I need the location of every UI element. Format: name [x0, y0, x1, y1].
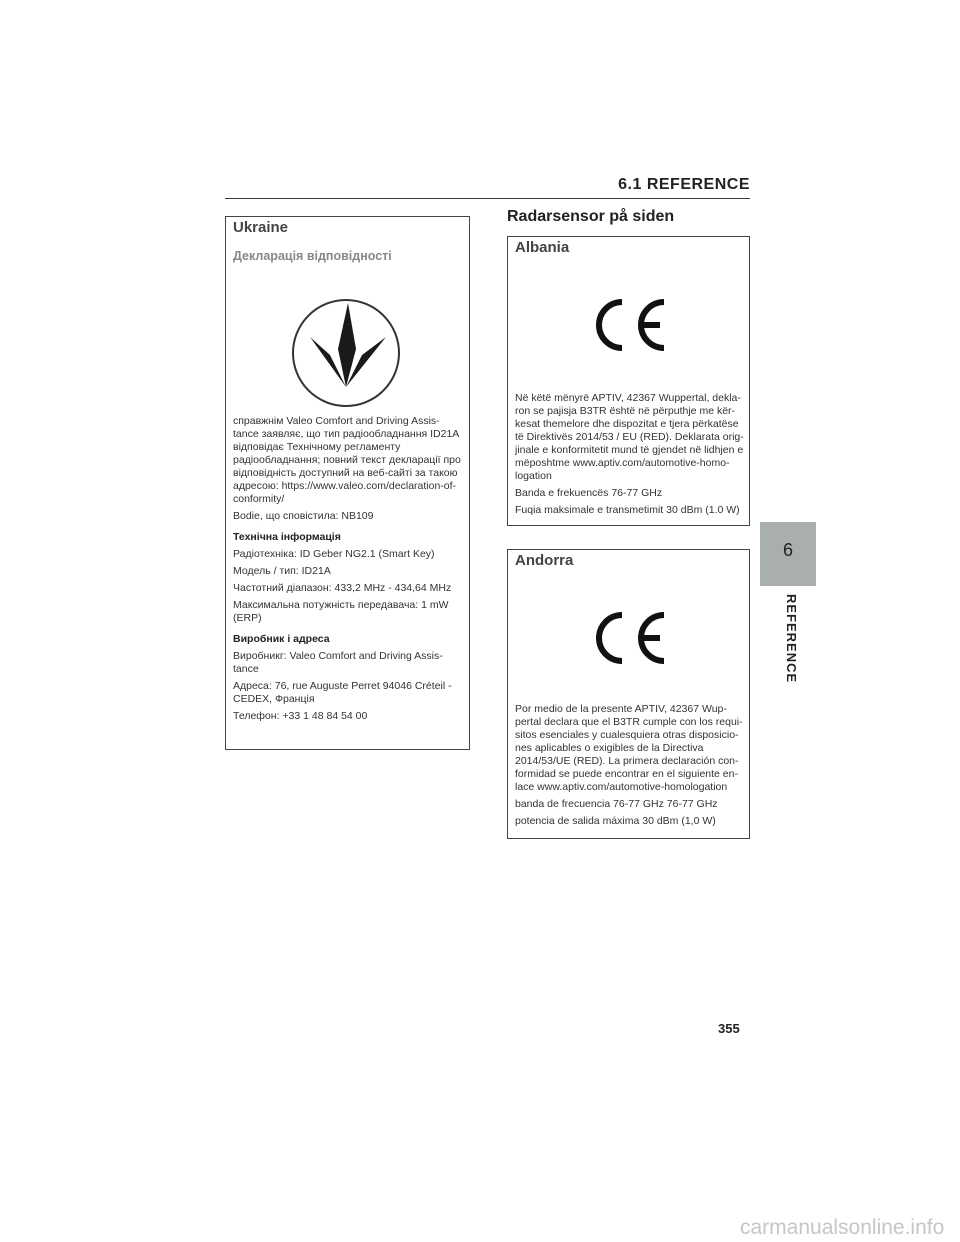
ce-mark-icon — [588, 610, 668, 666]
albania-title: Albania — [515, 239, 570, 256]
chapter-tab — [760, 522, 816, 586]
footer-watermark[interactable]: carmanualsonline.info — [740, 1216, 945, 1239]
page-number: 355 — [718, 1021, 740, 1036]
albania-declaration: Në këtë mënyrë APTIV, 42367 Wuppertal, dekla-ron se pajisja B3TR është në përputhje me kër-kesat themelore dhe dispozitat e tjera përkatëse të Direktivës 2014/53 / EU (RED). Deklarata orig-jinale e konformitetit mund të gjendet në lidhjen e mëposhtme www.aptiv.com/automotive-homo-logation — [515, 392, 744, 482]
ukraine-power: Максимальна потужність передавача: 1 mW (ERP) — [233, 599, 449, 624]
chapter-label: REFERENCE — [784, 594, 799, 684]
ukraine-box — [225, 216, 470, 750]
ukraine-radio: Радіотехніка: ID Geber NG2.1 (Smart Key) — [233, 548, 435, 560]
andorra-power: potencia de salida máxima 30 dBm (1,0 W) — [515, 815, 716, 827]
section-title: Radarsensor på siden — [507, 208, 675, 225]
ukraine-text — [233, 415, 465, 727]
header-title: 6.1 REFERENCE — [618, 176, 750, 193]
andorra-band: banda de frecuencia 76-77 GHz 76-77 GHz — [515, 798, 718, 810]
ukraine-model: Модель / тип: ID21A — [233, 565, 331, 577]
albania-band: Banda e frekuencës 76-77 GHz — [515, 487, 663, 499]
chapter-number: 6 — [782, 540, 793, 560]
ukraine-tech-heading: Технічна інформація — [233, 531, 341, 543]
ukraine-phone: Телефон: +33 1 48 84 54 00 — [233, 710, 368, 722]
albania-text — [515, 392, 745, 521]
ukraine-maker: Виробникг: Valeo Comfort and Driving Assis-tance — [233, 650, 443, 675]
page-header — [225, 176, 750, 199]
albania-power: Fuqia maksimale e transmetimit 30 dBm (1.0 W) — [515, 504, 740, 516]
ukraine-subtitle: Декларація відповідності — [233, 249, 392, 263]
ukraine-declaration: справжнім Valeo Comfort and Driving Assis-tance заявляє, що тип радіообладнання ID21A відповідає Технічному регламенту радіообладнання; повний текст декларації про відповідність доступний на веб-сайті за такою адресою: https://www.valeo.com/declaration-of-conformity/ — [233, 415, 461, 505]
ukraine-conformity-mark-icon — [290, 297, 402, 409]
ukraine-address: Адреса: 76, rue Auguste Perret 94046 Créteil - CEDEX, Франція — [233, 680, 452, 705]
ce-mark-icon — [588, 297, 668, 353]
andorra-text — [515, 703, 745, 832]
andorra-declaration: Por medio de la presente APTIV, 42367 Wup-pertal declara que el B3TR cumple con los requi-sitos esenciales y cualesquiera otras disposicio-nes aplicables o exigibles de la Directiva 2014/53/UE (RED). La primera declaración con-formidad se puede encontrar en el siguiente en-lace www.aptiv.com/automotive-homologation — [515, 703, 743, 793]
ukraine-frequency: Частотний діапазон: 433,2 MHz - 434,64 MHz — [233, 582, 452, 594]
albania-box — [507, 236, 750, 526]
ukraine-notified-body: Bodie, що сповістила: NB109 — [233, 510, 374, 522]
ukraine-maker-heading: Виробник і адреса — [233, 633, 330, 645]
andorra-title: Andorra — [515, 552, 574, 569]
ukraine-title: Ukraine — [233, 219, 289, 236]
andorra-box — [507, 549, 750, 839]
